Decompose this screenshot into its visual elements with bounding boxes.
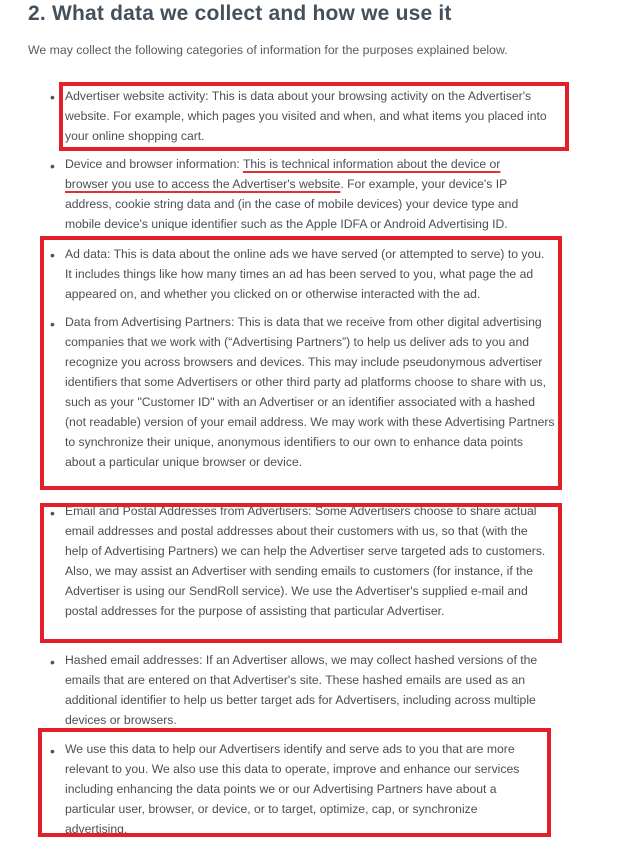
bullet-icon: • <box>50 505 55 521</box>
list-item-ad-data: Ad data: This is data about the online ads we have served (or attempted to serve) to you. It includes things like how many times an ad has been served to you, what page the ad appeared on, and whether you clicked on or otherwise interacted with the ad. <box>65 247 545 301</box>
underlined-text: This is technical information about the device or browser you use to access the Advertiser's website <box>65 157 501 191</box>
list-item-device-browser-info <box>65 154 535 234</box>
bullet-icon: • <box>50 654 55 670</box>
bullet-icon: • <box>50 743 55 759</box>
list-item-advertiser-website-activity: Advertiser website activity: This is data about your browsing activity on the Advertiser's website. For example, which pages you visited and when, and what items you placed into your online shopping cart. <box>65 89 547 143</box>
intro-paragraph: We may collect the following categories of information for the purposes explained below. <box>28 43 508 57</box>
bullet-icon: • <box>50 89 55 105</box>
bullet-icon: • <box>50 247 55 263</box>
bullet-icon: • <box>50 158 55 174</box>
bullet-icon: • <box>50 316 55 332</box>
section-title: 2. What data we collect and how we use it <box>28 2 452 25</box>
item-text-rest: . For example, your device's IP address, cookie string data and (in the case of mobile devices) your device type and mobile device's unique identifier such as the Apple IDFA or Android Advertising ID. <box>65 177 519 231</box>
item-text-lead: Device and browser information: <box>65 157 243 171</box>
list-item-advertising-partners: Data from Advertising Partners: This is data that we receive from other digital advertising companies that we work with (“Advertising Partners”) to help us deliver ads to you and recognize you across browsers and devices. This may include pseudonymous advertiser identifiers that some Advertisers or other third party ad platforms choose to share with us, such as your "Customer ID" with an Advertiser or an identifier associated with a hashed (not readable) version of your email address. We may work with these Advertising Partners to synchronize their unique, anonymous identifiers to our own to enhance data points about a particular unique browser or device. <box>65 315 555 469</box>
list-item-hashed-emails: Hashed email addresses: If an Advertiser allows, we may collect hashed versions of the emails that are entered on that Advertiser's site. These hashed emails are used as an additional identifier to help us better target ads for Advertisers, including across multiple devices or browsers. <box>65 653 538 727</box>
list-item-data-usage: We use this data to help our Advertisers identify and serve ads to you that are more relevant to you. We also use this data to operate, improve and enhance our services including enhancing the data points we or our Advertising Partners have about a particular user, browser, or device, or to target, optimize, cap, or synchronize advertising. <box>65 742 520 836</box>
list-item-email-postal: Email and Postal Addresses from Advertisers: Some Advertisers choose to share actual email addresses and postal addresses about their customers with us, so that (with the help of Advertising Partners) we can help the Advertiser serve targeted ads to customers. Also, we may assist an Advertiser with sending emails to customers (for instance, if the Advertiser is using our SendRoll service). We use the Advertiser's supplied e-mail and postal addresses for the purpose of assisting that particular Advertiser. <box>65 504 546 618</box>
